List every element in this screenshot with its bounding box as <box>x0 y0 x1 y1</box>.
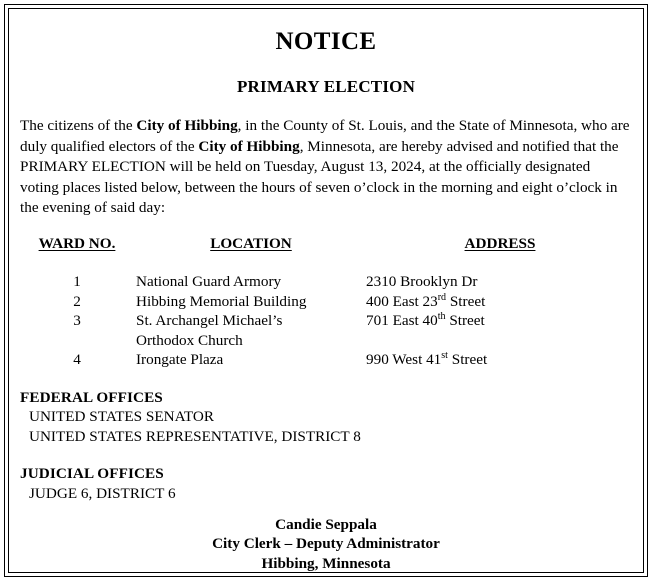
federal-office-item: UNITED STATES REPRESENTATIVE, DISTRICT 8 <box>29 427 361 445</box>
signer-name: Candie Seppala <box>275 515 377 533</box>
cell-location: National Guard Armory <box>136 273 282 291</box>
body-bold-city-1: City of Hibbing <box>136 117 238 135</box>
table-row <box>18 292 634 312</box>
ordinal-suffix: th <box>437 311 446 323</box>
judicial-offices-section <box>18 464 634 503</box>
judicial-office-item: JUDGE 6, DISTRICT 6 <box>29 484 176 502</box>
notice-body-paragraph <box>18 116 634 219</box>
cell-location-line2: Orthodox Church <box>136 331 243 349</box>
column-header-address: ADDRESS <box>464 234 536 252</box>
body-text-part-1: The citizens of the <box>20 117 137 135</box>
cell-address: 2310 Brooklyn Dr <box>366 273 478 291</box>
table-row <box>18 311 634 350</box>
cell-ward: 2 <box>73 292 81 310</box>
cell-ward: 3 <box>73 312 81 330</box>
ordinal-suffix: st <box>441 350 448 362</box>
cell-address: 400 East 23rd Street <box>366 291 486 310</box>
federal-offices-heading: FEDERAL OFFICES <box>20 388 163 406</box>
signer-title: City Clerk – Deputy Administrator <box>212 535 440 552</box>
cell-address: 990 West 41st Street <box>366 350 488 369</box>
judicial-offices-heading: JUDICIAL OFFICES <box>20 465 164 483</box>
signature-block <box>12 515 640 574</box>
signer-location: Hibbing, Minnesota <box>261 554 391 572</box>
table-row <box>18 350 634 370</box>
table-header-row <box>18 234 634 256</box>
ordinal-suffix: rd <box>437 291 447 303</box>
table-header-spacer <box>18 255 634 272</box>
table-row <box>18 272 634 292</box>
body-bold-city-2: City of Hibbing <box>198 137 300 155</box>
cell-ward: 4 <box>73 351 81 369</box>
notice-content <box>12 12 640 569</box>
federal-offices-section <box>18 388 634 447</box>
page-subtitle: PRIMARY ELECTION <box>236 76 416 96</box>
cell-location: Irongate Plaza <box>136 351 224 369</box>
cell-location: Hibbing Memorial Building <box>136 292 307 310</box>
column-header-location: LOCATION <box>210 234 292 252</box>
page-title: NOTICE <box>275 28 377 55</box>
cell-ward: 1 <box>73 273 81 291</box>
cell-address: 701 East 40th Street <box>366 311 485 330</box>
body-text-part-2: , in the County of St. Louis, and the State of Minnesota, who are duly qualified electors of the <box>20 117 630 155</box>
federal-office-item: UNITED STATES SENATOR <box>29 408 214 426</box>
voting-places-table <box>18 234 634 370</box>
body-text-part-3: , Minnesota, are hereby advised and notified that the PRIMARY ELECTION will be held on Tuesday, August 13, 2024, at the officially designated voting places listed below, between the hours of seven o’clock in the morning and eight o’clock in the evening of said day: <box>20 137 619 217</box>
column-header-ward: WARD NO. <box>38 234 116 252</box>
table-body <box>18 272 634 370</box>
cell-location: St. Archangel Michael’s Orthodox Church <box>136 312 283 349</box>
